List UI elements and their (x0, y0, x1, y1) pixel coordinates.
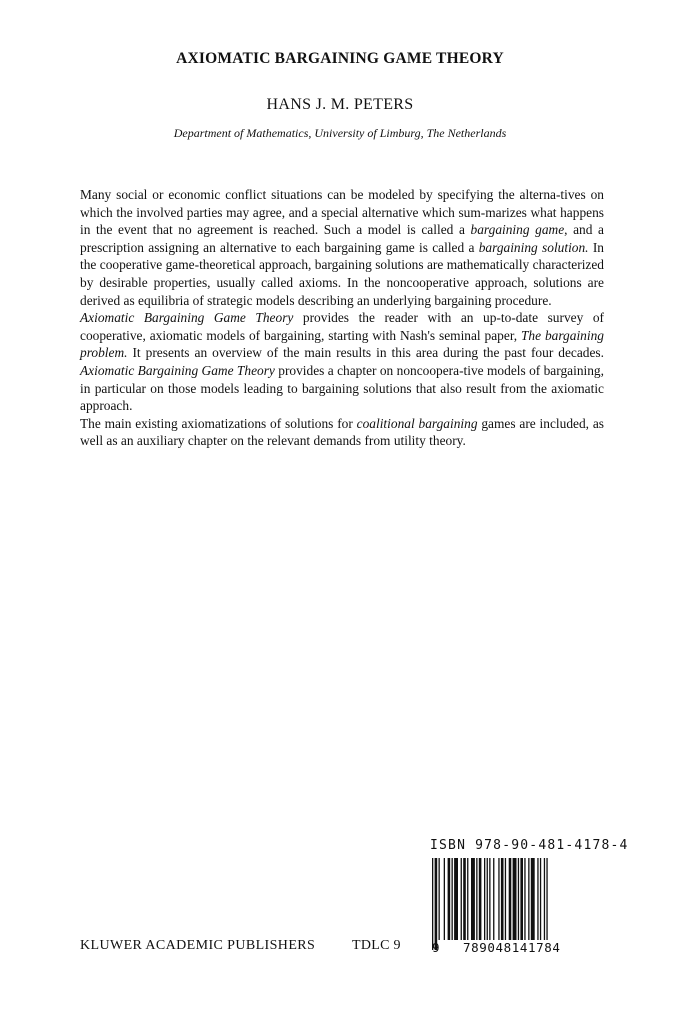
barcode-bar (537, 858, 538, 940)
barcode-bar (484, 858, 485, 940)
isbn-label: ISBN 978-90-481-4178-4 (430, 838, 629, 853)
text-run: The main existing axiomatizations of solutions for (80, 415, 357, 431)
barcode-bar (540, 858, 541, 940)
italic-book-title: Axiomatic Bargaining Game Theory (80, 362, 275, 378)
series-code: TDLC 9 (352, 938, 401, 953)
barcode-bar (509, 858, 512, 940)
text-run: provides a chapter on noncoopera-tive models of bargaining, in particular on those models leading to bargaining solutions that also result from the axiomatic approach. (80, 362, 604, 414)
publisher-name: KLUWER ACADEMIC PUBLISHERS (80, 938, 316, 953)
barcode-bar (461, 858, 462, 940)
barcode-bar (493, 858, 494, 940)
barcode-bar (435, 858, 438, 950)
author-affiliation: Department of Mathematics, University of Limburg, The Netherlands (173, 126, 507, 140)
barcode-bar (463, 858, 466, 940)
italic-term: bargaining game (470, 222, 565, 238)
barcode-bar (479, 858, 482, 940)
italic-book-title: Axiomatic Bargaining Game Theory (80, 310, 294, 326)
barcode-bar (518, 858, 519, 940)
barcode-bar (501, 858, 504, 940)
paragraph-3 (80, 415, 604, 450)
italic-paper-title: The bargaining problem. (80, 327, 604, 361)
text-run: games are included, as well as an auxiliary chapter on the relevant demands from utility theory. (80, 415, 604, 449)
barcode-bar (432, 858, 433, 950)
barcode-bar (489, 858, 490, 950)
barcode-bar (452, 858, 453, 940)
text-run: provides the reader with an up-to-date survey of cooperative, axiomatic models of bargaining, starting with Nash's seminal paper, (80, 310, 604, 343)
text-run: Many social or economic conflict situations can be modeled by specifying the alterna-tives on which the involved parties may agree, and a special alternative which sum-marizes what happens in the event that no agreement is reached. Such a model is called a (80, 187, 604, 238)
barcode-bar (546, 858, 547, 950)
barcode-bar (487, 858, 488, 940)
barcode-bar (505, 858, 506, 940)
paragraph-2 (80, 309, 604, 415)
barcode-bar (520, 858, 523, 940)
text-run: , and a prescription assigning an alternative to each bargaining game is called a (80, 222, 605, 255)
italic-term: bargaining solution. (478, 239, 589, 255)
paragraph-1 (80, 186, 604, 309)
barcode-bar (513, 858, 517, 940)
italic-term: coalitional bargaining (356, 415, 478, 431)
text-run: It presents an overview of the main results in this area during the past four decades. (127, 345, 604, 361)
barcode-first-digit: 9 (432, 940, 440, 955)
barcode-bar (439, 858, 440, 940)
barcode-bar (524, 858, 525, 940)
barcode-bar (467, 858, 468, 940)
author-name: HANS J. M. PETERS (266, 96, 414, 113)
barcode-bar (544, 858, 545, 950)
barcode-digits: 789048141784 (463, 940, 587, 955)
barcode-bar (448, 858, 451, 940)
blurb-text (80, 186, 604, 450)
barcode-bar (528, 858, 529, 940)
barcode-bar (498, 858, 499, 940)
barcode-bar (531, 858, 535, 940)
text-run: In the cooperative game-theoretical approach, bargaining solutions are mathematically characterized by desirable properties, usually called axioms. In the noncooperative approach, solutions are derived as equilibria of strategic models describing an underlying bargaining procedure. (80, 239, 604, 308)
barcode-bar (471, 858, 475, 940)
book-title: AXIOMATIC BARGAINING GAME THEORY (176, 50, 504, 67)
barcode-bar (444, 858, 445, 940)
barcode-bar (476, 858, 477, 940)
barcode-bar (454, 858, 458, 940)
